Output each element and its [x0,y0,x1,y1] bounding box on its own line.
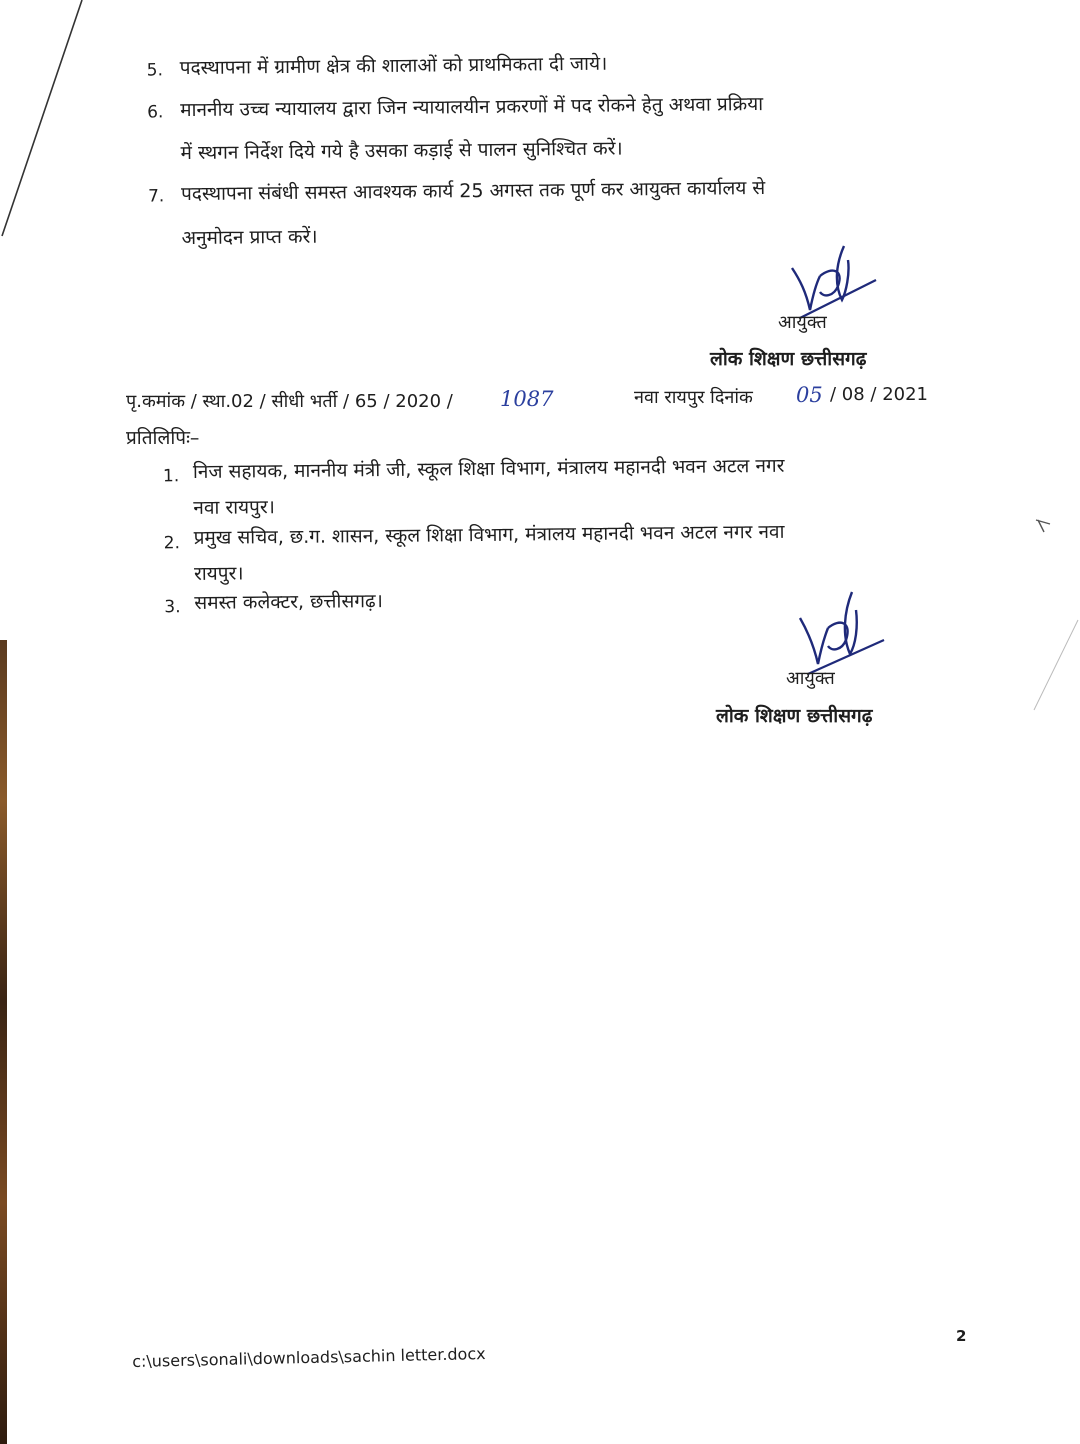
list-number: 1. [162,466,180,487]
list-item-text: पदस्थापना संबंधी समस्त आवश्यक कार्य 25 अगस्त तक पूर्ण कर आयुक्त कार्यालय से [180,176,766,206]
date-prefix: नवा रायपुर दिनांक [634,387,753,408]
scan-crease-line [0,0,90,240]
scan-mark [1020,510,1080,720]
handwritten-reference-number: 1087 [500,387,554,411]
list-item-text: प्रमुख सचिव, छ.ग. शासन, स्कूल शिक्षा विभाग, मंत्रालय महानदी भवन अटल नगर नवा [193,520,785,550]
file-path: c:\users\sonali\downloads\sachin letter.docx [132,1343,486,1371]
list-item-text: नवा रायपुर। [193,496,275,520]
list-number: 7. [147,186,165,207]
list-item-text: अनुमोदन प्राप्त करें। [181,225,318,250]
list-number: 5. [146,60,164,81]
list-item-text: में स्थगन निर्देश दिये गये है उसका कड़ाई से पालन सुनिश्चित करें। [180,137,623,165]
list-number: 6. [147,102,164,123]
handwritten-date-day: 05 [796,383,823,407]
list-number: 2. [163,533,181,554]
copy-label: प्रतिलिपिः– [126,427,200,449]
list-item-text: माननीय उच्च न्यायालय द्वारा जिन न्यायालयीन प्रकरणों में पद रोकने हेतु अथवा प्रक्रिया [180,93,764,122]
list-item-text: पदस्थापना में ग्रामीण क्षेत्र की शालाओं को प्राथमिकता दी जाये। [179,52,608,80]
signatory-organization: लोक शिक्षण छत्तीसगढ़ [710,348,867,370]
signatory-title: आयुक्त [786,668,835,689]
list-number: 3. [164,597,181,618]
signatory-organization: लोक शिक्षण छत्तीसगढ़ [716,705,873,727]
reference-number-prefix: पृ.कमांक / स्था.02 / सीधी भर्ती / 65 / 2020 / [126,391,453,412]
page-number: 2 [956,1327,967,1345]
list-item-text: समस्त कलेक्टर, छत्तीसगढ़। [194,590,383,614]
list-item-text: निज सहायक, माननीय मंत्री जी, स्कूल शिक्षा विभाग, मंत्रालय महानदी भवन अटल नगर [192,454,785,484]
date-suffix: / 08 / 2021 [830,384,929,405]
signatory-title: आयुक्त [778,312,827,333]
list-item-text: रायपुर। [193,562,244,585]
scan-edge [0,640,7,1444]
